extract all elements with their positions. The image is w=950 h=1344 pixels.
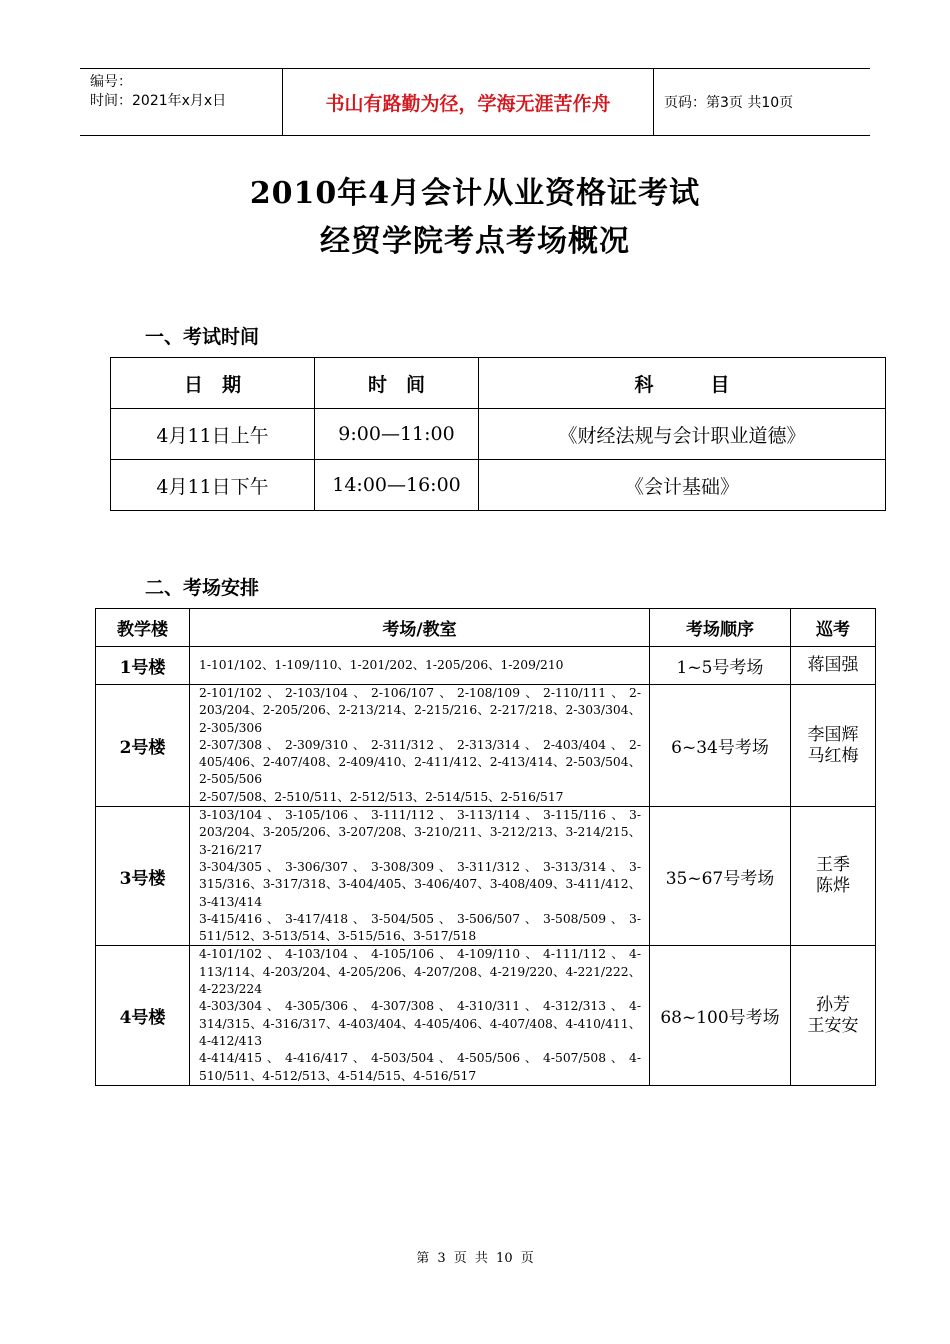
column-header-subject: 科 目 xyxy=(479,358,886,409)
header-page-label: 页码：第3页 共10页 xyxy=(664,95,794,111)
column-header-inspector: 巡考 xyxy=(791,609,876,647)
exam-date: 4月11日下午 xyxy=(111,460,315,511)
building-name: 3号楼 xyxy=(96,807,190,946)
room-list-line: 4-303/304 、 4-305/306 、 4-307/308 、 4-310/311 、 4-312/313 、 4-314/315、4-316/317、4-403/404、4-405/406、4-407/408、4-410/411、4-412/413 xyxy=(199,999,641,1048)
room-list-line: 2-101/102、2-103/104、2-106/107、2-108/109、2-110/111、2-203/204、2-205/206、2-213/214、2-215/216、2-217/218、2-303/304、2-305/306 xyxy=(199,686,641,735)
building-name: 1号楼 xyxy=(96,647,190,685)
room-list-line: 2-507/508、2-510/511、2-512/513、2-514/515、2-516/517 xyxy=(199,789,564,804)
section-heading-room-arrangement: 二、考场安排 xyxy=(145,577,260,599)
room-list xyxy=(190,647,650,685)
header-meta xyxy=(80,69,282,135)
room-list xyxy=(190,807,650,946)
table-row xyxy=(96,685,876,807)
room-list-line: 3-415/416 、 3-417/418 、 3-504/505 、 3-506/507 、 3-508/509 、 3-511/512、3-513/514、3-515/516、3-517/518 xyxy=(199,911,641,944)
room-list xyxy=(190,946,650,1085)
exam-subject: 《财经法规与会计职业道德》 xyxy=(479,409,886,460)
inspector-name: 马红梅 xyxy=(807,745,859,766)
document-title-line2: 经贸学院考点考场概况 xyxy=(320,224,630,259)
inspector-name: 蒋国强 xyxy=(807,655,859,675)
inspector-name: 李国辉 xyxy=(807,724,859,745)
column-header-rooms: 考场/教室 xyxy=(190,609,650,647)
column-header-time: 时 间 xyxy=(315,358,479,409)
section-heading-exam-time: 一、考试时间 xyxy=(145,326,260,348)
inspector-name: 王季 xyxy=(816,855,850,876)
exam-time-table xyxy=(110,357,886,511)
inspector-name: 陈烨 xyxy=(816,876,850,897)
inspector-cell xyxy=(791,647,876,685)
table-row xyxy=(96,647,876,685)
table-row xyxy=(96,946,876,1085)
table-header-row xyxy=(111,358,886,409)
doc-number-label: 编号： xyxy=(90,74,132,90)
room-list xyxy=(190,685,650,807)
room-list-line: 4-414/415 、 4-416/417 、 4-503/504 、 4-505/506 、 4-507/508 、 4-510/511、4-512/513、4-514/515、4-516/517 xyxy=(199,1051,641,1083)
room-arrangement-table xyxy=(95,608,876,1086)
room-order: 68~100号考场 xyxy=(650,946,791,1085)
inspector-cell xyxy=(791,807,876,946)
room-order: 6~34号考场 xyxy=(650,685,791,807)
exam-time: 14:00—16:00 xyxy=(315,460,479,511)
document-title-line1: 2010年4月会计从业资格证考试 xyxy=(249,176,701,211)
room-order: 1~5号考场 xyxy=(650,647,791,685)
building-name: 4号楼 xyxy=(96,946,190,1085)
inspector-cell xyxy=(791,946,876,1085)
column-header-order: 考场顺序 xyxy=(650,609,791,647)
room-list-line: 3-304/305 、 3-306/307 、 3-308/309 、 3-311/312 、 3-313/314 、 3-315/316、3-317/318、3-404/405、3-406/407、3-408/409、3-411/412、3-413/414 xyxy=(199,859,641,909)
table-header-row xyxy=(96,609,876,647)
page-footer: 第 3 页 共 10 页 xyxy=(416,1251,534,1266)
room-list-line: 1-101/102、1-109/110、1-201/202、1-205/206、1-209/210 xyxy=(199,657,564,672)
room-order: 35~67号考场 xyxy=(650,807,791,946)
doc-time-label: 时间：2021年x月x日 xyxy=(90,93,227,109)
inspector-name: 孙芳 xyxy=(816,994,850,1015)
room-list-line: 4-101/102、4-103/104、4-105/106、4-109/110、4-111/112、4-113/114、4-203/204、4-205/206、4-207/208、4-219/220、4-221/222、4-223/224 xyxy=(199,947,641,997)
exam-time: 9:00—11:00 xyxy=(315,409,479,460)
exam-subject: 《会计基础》 xyxy=(479,460,886,511)
room-list-line: 3-103/104、3-105/106、3-111/112、3-113/114、3-115/116、3-203/204、3-205/206、3-207/208、3-210/211、3-212/213、3-214/215、3-216/217 xyxy=(199,808,641,857)
table-row xyxy=(111,460,886,511)
table-row xyxy=(96,807,876,946)
exam-date: 4月11日上午 xyxy=(111,409,315,460)
inspector-name: 王安安 xyxy=(807,1015,859,1036)
column-header-date: 日 期 xyxy=(111,358,315,409)
header-motto: 书山有路勤为径，学海无涯苦作舟 xyxy=(282,69,654,135)
inspector-cell xyxy=(791,685,876,807)
column-header-building: 教学楼 xyxy=(96,609,190,647)
page-header xyxy=(80,68,870,136)
room-list-line: 2-307/308 、 2-309/310 、 2-311/312 、 2-313/314 、 2-403/404 、 2-405/406、2-407/408、2-409/410、2-411/412、2-413/414、2-503/504、2-505/506 xyxy=(199,737,641,787)
table-row xyxy=(111,409,886,460)
building-name: 2号楼 xyxy=(96,685,190,807)
